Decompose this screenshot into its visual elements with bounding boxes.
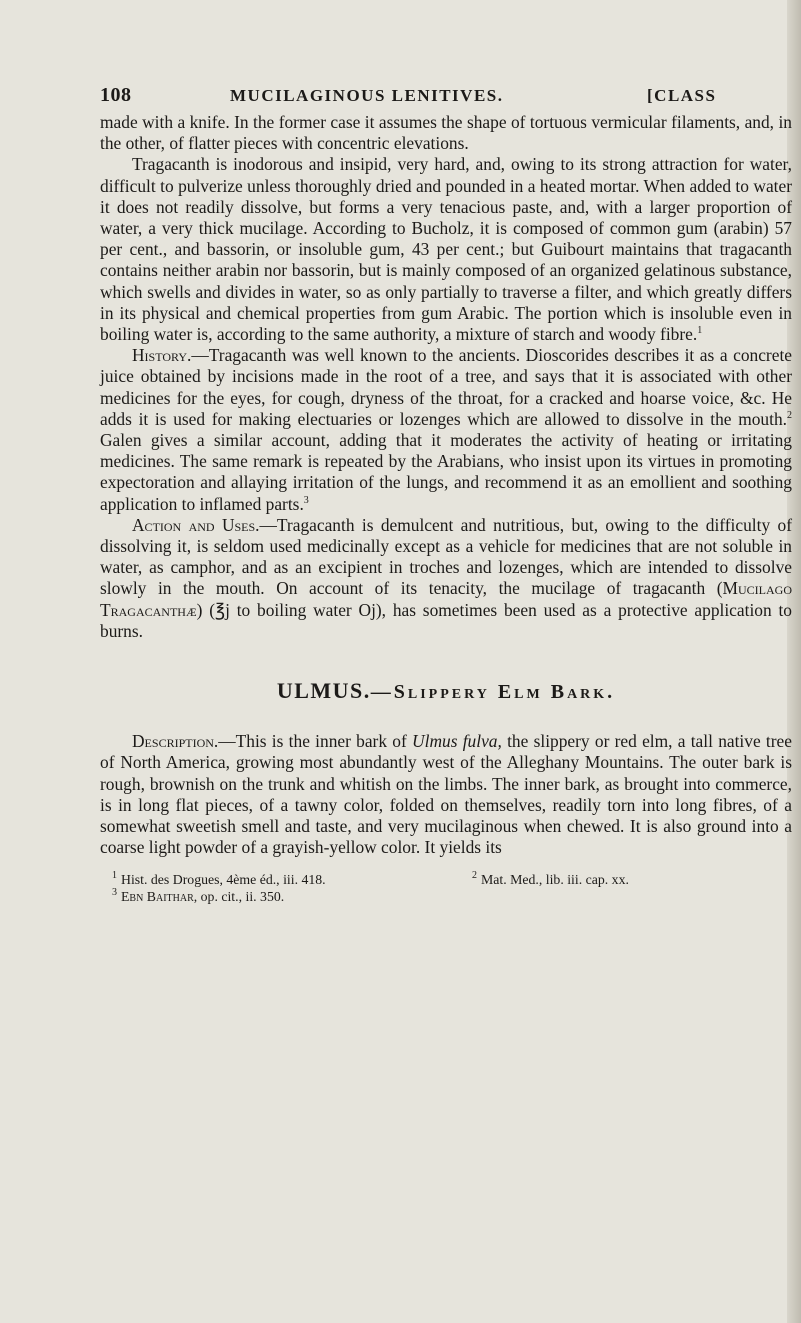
class-label: [CLASS: [647, 86, 717, 105]
footnote-mark: 1: [112, 869, 117, 881]
footnote-2: [472, 871, 792, 888]
footnote-row: [100, 888, 792, 905]
action-uses-text-b: ) (℥j to boiling water Oj), has sometimes been used as a protective application to burns.: [100, 599, 792, 641]
footnote-3: [100, 888, 472, 905]
description-heading: Description.: [132, 731, 219, 752]
history-heading: History.: [132, 345, 192, 366]
page-number: 108: [100, 84, 132, 106]
section-title: [100, 680, 792, 703]
paragraph-description: [100, 731, 792, 858]
running-header: [100, 84, 800, 112]
history-text-b: Galen gives a similar account, adding that it moderates the activity of heating or irritating medicines. The same remark is repeated by the Arabians, who insist upon its virtues in promoting expectoration and allaying irritation of the lungs, and recommend it as an emollient and soothing application to inflamed parts.: [100, 430, 792, 514]
footnote-ref: 3: [303, 494, 309, 506]
footnote-2-text: Mat. Med., lib. iii. cap. xx.: [481, 871, 629, 887]
body-text: [100, 112, 792, 859]
book-page: [100, 84, 800, 905]
footnote-mark: 2: [472, 869, 477, 881]
history-text-a: —Tragacanth was well known to the ancients. Dioscorides describes it as a concrete juice obtained by incisions made in the root of a tree, and says that it is associated with other medicines for the eyes, for cough, dryness of the throat, for a cracked and hoarse voice, &c. He adds it is used for making electuaries or lozenges which are allowed to dissolve in the mouth.: [100, 345, 792, 429]
description-text-a: —This is the inner bark of: [218, 731, 413, 752]
footnotes: [100, 871, 792, 905]
paragraph-continuation: made with a knife. In the former case it assumes the shape of tortuous vermicular filaments, and, in the other, of flatter pieces with concentric elevations.: [100, 112, 792, 154]
footnote-row: [100, 871, 792, 888]
action-uses-heading: Action and Uses.: [132, 514, 260, 535]
footnote-3-text: op. cit., ii. 350.: [197, 888, 285, 904]
action-uses-text-a: —Tragacanth is demulcent and nutritious, but, owing to the difficulty of dissolving it, is seldom used medicinally except as a vehicle for medicines that are not soluble in water, as camphor, and as an excipient in troches and lozenges, which are intended to dissolve slowly in the mouth. On account of its tenacity, the mucilage of tragacanth (: [100, 514, 792, 599]
section-title-main: ULMUS.: [276, 678, 371, 704]
paragraph-action-uses: [100, 515, 792, 642]
footnote-ref: 1: [697, 325, 703, 337]
species-name: Ulmus fulva,: [412, 731, 502, 752]
mucilago-name: Mucilago Tragacanthæ: [100, 578, 792, 620]
paragraph-properties: [100, 154, 792, 345]
paragraph-properties-text: Tragacanth is inodorous and insipid, very hard, and, owing to its strong attraction for water, difficult to pulverize unless thoroughly dried and pounded in a heated mortar. When added to water it does not readily dissolve, but forms a very tenacious paste, and, with a larger proportion of water, a very thick mucilage. According to Bucholz, it is composed of common gum (arabin) 57 per cent., and bassorin, or insoluble gum, 43 per cent.; but Guibourt maintains that tragacanth contains neither arabin nor bassorin, but is mainly composed of an organized gelatinous substance, which swells and divides in water, so as only partially to traverse a filter, and which greatly differs in its physical and chemical properties from gum Arabic. The portion which is insoluble even in boiling water is, according to the same authority, a mixture of starch and woody fibre.: [100, 154, 792, 345]
description-text-b: the slippery or red elm, a tall native tree of North America, growing most abundantly west of the Alleghany Mountains. The outer bark is rough, brownish on the trunk and whitish on the limbs. The inner bark, as brought into commerce, is in long flat pieces, of a tawny color, folded on themselves, readily torn into long fibres, of a somewhat sweetish smell and taste, and very mucilaginous when chewed. It is also ground into a coarse light powder of a grayish-yellow color. It yields its: [100, 731, 792, 858]
footnote-mark: 3: [112, 886, 117, 898]
running-title: MUCILAGINOUS LENITIVES.: [230, 86, 504, 105]
section-title-sub: —Slippery Elm Bark.: [370, 681, 616, 704]
footnote-1-text: Hist. des Drogues, 4ème éd., iii. 418.: [121, 871, 326, 887]
paragraph-history: [100, 345, 792, 515]
footnote-ref: 2: [787, 410, 792, 422]
footnote-1: [100, 871, 472, 888]
footnote-3-author: Ebn Baithar,: [121, 888, 198, 904]
